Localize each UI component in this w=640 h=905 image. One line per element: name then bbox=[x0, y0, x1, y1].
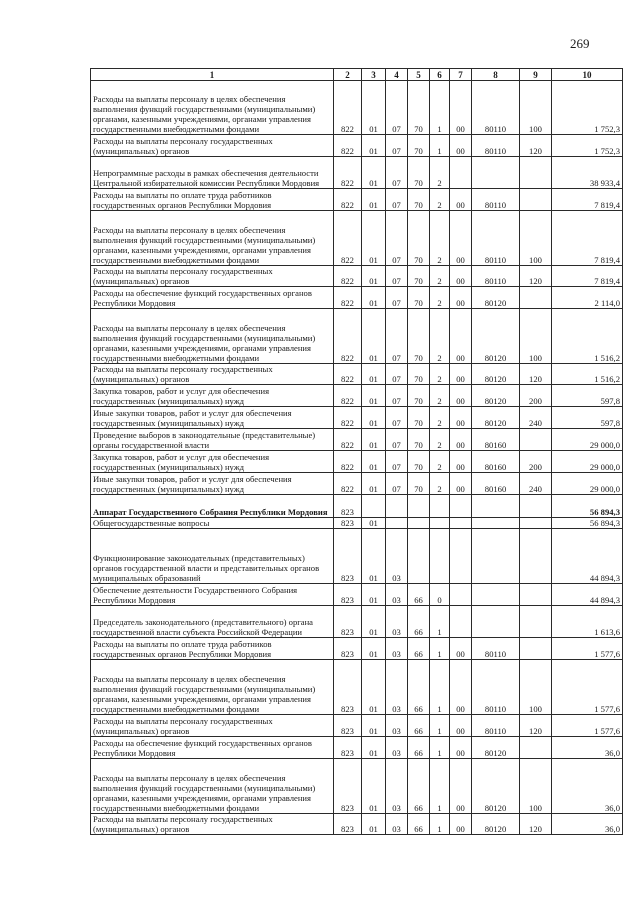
program-code-cell: 70 bbox=[408, 309, 430, 364]
event-code-cell: 00 bbox=[450, 266, 472, 287]
header-cell: 5 bbox=[408, 69, 430, 81]
expense-type-cell bbox=[520, 189, 552, 211]
subprogram-code-cell: 2 bbox=[430, 189, 450, 211]
ministry-code-cell: 823 bbox=[334, 518, 362, 529]
table-row bbox=[91, 715, 623, 737]
subsection-code-cell bbox=[386, 518, 408, 529]
section-code-cell: 01 bbox=[362, 407, 386, 429]
expense-type-cell bbox=[520, 529, 552, 584]
table-row bbox=[91, 495, 623, 518]
subprogram-code-cell: 1 bbox=[430, 814, 450, 835]
amount-cell: 44 894,3 bbox=[552, 584, 623, 606]
direction-code-cell: 80120 bbox=[472, 407, 520, 429]
item-name-cell: Расходы на выплаты персоналу в целях обеспечения выполнения функций государственными (муниципальными) органами, казенными учреждениями, органами управления государственными внебюджетными фондами bbox=[91, 211, 334, 266]
table-row bbox=[91, 309, 623, 364]
ministry-code-cell: 823 bbox=[334, 660, 362, 715]
section-code-cell: 01 bbox=[362, 814, 386, 835]
section-code-cell bbox=[362, 495, 386, 518]
subprogram-code-cell: 1 bbox=[430, 715, 450, 737]
section-code-cell: 01 bbox=[362, 189, 386, 211]
subsection-code-cell: 03 bbox=[386, 759, 408, 814]
event-code-cell: 00 bbox=[450, 407, 472, 429]
direction-code-cell: 80120 bbox=[472, 385, 520, 407]
subsection-code-cell: 07 bbox=[386, 385, 408, 407]
ministry-code-cell: 823 bbox=[334, 584, 362, 606]
event-code-cell bbox=[450, 495, 472, 518]
item-name-cell: Расходы на обеспечение функций государственных органов Республики Мордовия bbox=[91, 737, 334, 759]
expense-type-cell bbox=[520, 429, 552, 451]
expense-type-cell: 200 bbox=[520, 451, 552, 473]
expense-type-cell bbox=[520, 638, 552, 660]
section-code-cell: 01 bbox=[362, 135, 386, 157]
expense-type-cell bbox=[520, 157, 552, 189]
item-name-cell: Расходы на выплаты персоналу государственных (муниципальных) органов bbox=[91, 266, 334, 287]
subprogram-code-cell: 2 bbox=[430, 385, 450, 407]
ministry-code-cell: 823 bbox=[334, 759, 362, 814]
subprogram-code-cell: 2 bbox=[430, 451, 450, 473]
expense-type-cell bbox=[520, 518, 552, 529]
expense-type-cell: 120 bbox=[520, 814, 552, 835]
subprogram-code-cell bbox=[430, 495, 450, 518]
header-cell: 9 bbox=[520, 69, 552, 81]
ministry-code-cell: 822 bbox=[334, 451, 362, 473]
subprogram-code-cell: 0 bbox=[430, 584, 450, 606]
subsection-code-cell: 03 bbox=[386, 606, 408, 638]
direction-code-cell bbox=[472, 495, 520, 518]
item-name-cell: Расходы на выплаты персоналу государственных (муниципальных) органов bbox=[91, 814, 334, 835]
section-code-cell: 01 bbox=[362, 737, 386, 759]
section-code-cell: 01 bbox=[362, 81, 386, 135]
expense-type-cell: 100 bbox=[520, 81, 552, 135]
ministry-code-cell: 822 bbox=[334, 81, 362, 135]
direction-code-cell bbox=[472, 606, 520, 638]
direction-code-cell: 80160 bbox=[472, 429, 520, 451]
table-row bbox=[91, 529, 623, 584]
subsection-code-cell: 03 bbox=[386, 638, 408, 660]
event-code-cell: 00 bbox=[450, 364, 472, 385]
header-cell: 3 bbox=[362, 69, 386, 81]
item-name-cell: Закупка товаров, работ и услуг для обеспечения государственных (муниципальных) нужд bbox=[91, 385, 334, 407]
table-row bbox=[91, 584, 623, 606]
item-name-cell: Иные закупки товаров, работ и услуг для обеспечения государственных (муниципальных) нужд bbox=[91, 407, 334, 429]
program-code-cell: 66 bbox=[408, 584, 430, 606]
table-row bbox=[91, 429, 623, 451]
ministry-code-cell: 822 bbox=[334, 364, 362, 385]
section-code-cell: 01 bbox=[362, 385, 386, 407]
amount-cell: 38 933,4 bbox=[552, 157, 623, 189]
subprogram-code-cell: 2 bbox=[430, 266, 450, 287]
subsection-code-cell: 07 bbox=[386, 157, 408, 189]
table-row bbox=[91, 266, 623, 287]
table-row bbox=[91, 385, 623, 407]
ministry-code-cell: 823 bbox=[334, 495, 362, 518]
subsection-code-cell: 03 bbox=[386, 737, 408, 759]
event-code-cell: 00 bbox=[450, 451, 472, 473]
subsection-code-cell: 07 bbox=[386, 309, 408, 364]
ministry-code-cell: 822 bbox=[334, 135, 362, 157]
direction-code-cell: 80110 bbox=[472, 189, 520, 211]
table-header-row bbox=[91, 69, 623, 81]
expense-type-cell: 100 bbox=[520, 759, 552, 814]
event-code-cell: 00 bbox=[450, 638, 472, 660]
direction-code-cell: 80110 bbox=[472, 81, 520, 135]
program-code-cell: 70 bbox=[408, 266, 430, 287]
program-code-cell: 70 bbox=[408, 451, 430, 473]
amount-cell: 36,0 bbox=[552, 759, 623, 814]
table-row bbox=[91, 135, 623, 157]
subsection-code-cell: 03 bbox=[386, 529, 408, 584]
amount-cell: 29 000,0 bbox=[552, 429, 623, 451]
direction-code-cell bbox=[472, 584, 520, 606]
program-code-cell: 70 bbox=[408, 211, 430, 266]
item-name-cell: Обеспечение деятельности Государственного Собрания Республики Мордовия bbox=[91, 584, 334, 606]
ministry-code-cell: 822 bbox=[334, 266, 362, 287]
subsection-code-cell: 03 bbox=[386, 715, 408, 737]
subprogram-code-cell bbox=[430, 529, 450, 584]
direction-code-cell: 80160 bbox=[472, 473, 520, 495]
direction-code-cell: 80120 bbox=[472, 814, 520, 835]
table-body bbox=[91, 81, 623, 835]
amount-cell: 1 613,6 bbox=[552, 606, 623, 638]
program-code-cell: 66 bbox=[408, 715, 430, 737]
header-cell: 8 bbox=[472, 69, 520, 81]
program-code-cell bbox=[408, 495, 430, 518]
header-cell: 4 bbox=[386, 69, 408, 81]
expense-type-cell: 200 bbox=[520, 385, 552, 407]
section-code-cell: 01 bbox=[362, 429, 386, 451]
subprogram-code-cell: 2 bbox=[430, 287, 450, 309]
ministry-code-cell: 822 bbox=[334, 211, 362, 266]
subsection-code-cell: 03 bbox=[386, 660, 408, 715]
subprogram-code-cell: 2 bbox=[430, 157, 450, 189]
amount-cell: 2 114,0 bbox=[552, 287, 623, 309]
program-code-cell: 66 bbox=[408, 660, 430, 715]
header-cell: 2 bbox=[334, 69, 362, 81]
section-code-cell: 01 bbox=[362, 529, 386, 584]
amount-cell: 7 819,4 bbox=[552, 211, 623, 266]
ministry-code-cell: 823 bbox=[334, 638, 362, 660]
subprogram-code-cell: 1 bbox=[430, 737, 450, 759]
event-code-cell bbox=[450, 518, 472, 529]
amount-cell: 7 819,4 bbox=[552, 189, 623, 211]
section-code-cell: 01 bbox=[362, 473, 386, 495]
program-code-cell: 70 bbox=[408, 81, 430, 135]
item-name-cell: Общегосударственные вопросы bbox=[91, 518, 334, 529]
direction-code-cell: 80120 bbox=[472, 287, 520, 309]
subprogram-code-cell: 1 bbox=[430, 81, 450, 135]
section-code-cell: 01 bbox=[362, 211, 386, 266]
ministry-code-cell: 823 bbox=[334, 529, 362, 584]
ministry-code-cell: 822 bbox=[334, 309, 362, 364]
item-name-cell: Иные закупки товаров, работ и услуг для обеспечения государственных (муниципальных) нужд bbox=[91, 473, 334, 495]
amount-cell: 597,8 bbox=[552, 407, 623, 429]
amount-cell: 56 894,3 bbox=[552, 495, 623, 518]
direction-code-cell: 80110 bbox=[472, 715, 520, 737]
subsection-code-cell: 07 bbox=[386, 364, 408, 385]
subprogram-code-cell: 2 bbox=[430, 211, 450, 266]
event-code-cell: 00 bbox=[450, 737, 472, 759]
ministry-code-cell: 822 bbox=[334, 429, 362, 451]
program-code-cell: 70 bbox=[408, 287, 430, 309]
item-name-cell: Проведение выборов в законодательные (представительные) органы государственной власти bbox=[91, 429, 334, 451]
subsection-code-cell: 07 bbox=[386, 429, 408, 451]
direction-code-cell: 80160 bbox=[472, 451, 520, 473]
table-row bbox=[91, 81, 623, 135]
direction-code-cell: 80120 bbox=[472, 759, 520, 814]
amount-cell: 1 577,6 bbox=[552, 660, 623, 715]
amount-cell: 1 577,6 bbox=[552, 715, 623, 737]
direction-code-cell: 80110 bbox=[472, 660, 520, 715]
subsection-code-cell: 07 bbox=[386, 287, 408, 309]
budget-table bbox=[90, 68, 623, 835]
table-row bbox=[91, 473, 623, 495]
event-code-cell: 00 bbox=[450, 759, 472, 814]
item-name-cell: Закупка товаров, работ и услуг для обеспечения государственных (муниципальных) нужд bbox=[91, 451, 334, 473]
section-code-cell: 01 bbox=[362, 518, 386, 529]
table-row bbox=[91, 407, 623, 429]
ministry-code-cell: 822 bbox=[334, 407, 362, 429]
direction-code-cell: 80110 bbox=[472, 266, 520, 287]
subsection-code-cell: 07 bbox=[386, 451, 408, 473]
expense-type-cell: 120 bbox=[520, 266, 552, 287]
direction-code-cell: 80110 bbox=[472, 638, 520, 660]
program-code-cell: 66 bbox=[408, 638, 430, 660]
event-code-cell bbox=[450, 606, 472, 638]
subprogram-code-cell: 1 bbox=[430, 606, 450, 638]
amount-cell: 1 752,3 bbox=[552, 81, 623, 135]
subsection-code-cell: 07 bbox=[386, 81, 408, 135]
table-row bbox=[91, 660, 623, 715]
item-name-cell: Аппарат Государственного Собрания Республики Мордовия bbox=[91, 495, 334, 518]
amount-cell: 44 894,3 bbox=[552, 529, 623, 584]
item-name-cell: Расходы на выплаты персоналу государственных (муниципальных) органов bbox=[91, 135, 334, 157]
ministry-code-cell: 822 bbox=[334, 189, 362, 211]
event-code-cell bbox=[450, 584, 472, 606]
program-code-cell: 70 bbox=[408, 364, 430, 385]
subprogram-code-cell: 2 bbox=[430, 407, 450, 429]
section-code-cell: 01 bbox=[362, 309, 386, 364]
direction-code-cell: 80110 bbox=[472, 135, 520, 157]
program-code-cell: 66 bbox=[408, 606, 430, 638]
event-code-cell: 00 bbox=[450, 211, 472, 266]
section-code-cell: 01 bbox=[362, 364, 386, 385]
section-code-cell: 01 bbox=[362, 606, 386, 638]
section-code-cell: 01 bbox=[362, 638, 386, 660]
subprogram-code-cell: 2 bbox=[430, 364, 450, 385]
header-cell: 7 bbox=[450, 69, 472, 81]
subsection-code-cell: 03 bbox=[386, 814, 408, 835]
item-name-cell: Непрограммные расходы в рамках обеспечения деятельности Центральной избирательной комиссии Республики Мордовия bbox=[91, 157, 334, 189]
ministry-code-cell: 822 bbox=[334, 385, 362, 407]
expense-type-cell: 120 bbox=[520, 715, 552, 737]
event-code-cell: 00 bbox=[450, 660, 472, 715]
section-code-cell: 01 bbox=[362, 287, 386, 309]
event-code-cell bbox=[450, 157, 472, 189]
direction-code-cell: 80120 bbox=[472, 737, 520, 759]
event-code-cell: 00 bbox=[450, 287, 472, 309]
direction-code-cell bbox=[472, 157, 520, 189]
expense-type-cell bbox=[520, 737, 552, 759]
item-name-cell: Расходы на выплаты по оплате труда работников государственных органов Республики Мордовия bbox=[91, 189, 334, 211]
expense-type-cell: 240 bbox=[520, 473, 552, 495]
amount-cell: 1 752,3 bbox=[552, 135, 623, 157]
table-row bbox=[91, 287, 623, 309]
subsection-code-cell: 07 bbox=[386, 473, 408, 495]
item-name-cell: Расходы на выплаты персоналу государственных (муниципальных) органов bbox=[91, 364, 334, 385]
ministry-code-cell: 823 bbox=[334, 737, 362, 759]
table-row bbox=[91, 737, 623, 759]
subprogram-code-cell: 2 bbox=[430, 473, 450, 495]
item-name-cell: Расходы на выплаты персоналу государственных (муниципальных) органов bbox=[91, 715, 334, 737]
direction-code-cell: 80120 bbox=[472, 364, 520, 385]
amount-cell: 56 894,3 bbox=[552, 518, 623, 529]
ministry-code-cell: 822 bbox=[334, 157, 362, 189]
program-code-cell: 70 bbox=[408, 157, 430, 189]
item-name-cell: Расходы на выплаты персоналу в целях обеспечения выполнения функций государственными (муниципальными) органами, казенными учреждениями, органами управления государственными внебюджетными фондами bbox=[91, 81, 334, 135]
expense-type-cell: 240 bbox=[520, 407, 552, 429]
event-code-cell: 00 bbox=[450, 135, 472, 157]
subprogram-code-cell: 1 bbox=[430, 660, 450, 715]
ministry-code-cell: 823 bbox=[334, 606, 362, 638]
item-name-cell: Расходы на выплаты персоналу в целях обеспечения выполнения функций государственными (муниципальными) органами, казенными учреждениями, органами управления государственными внебюджетными фондами bbox=[91, 759, 334, 814]
table-row bbox=[91, 638, 623, 660]
table-row bbox=[91, 211, 623, 266]
table-row bbox=[91, 157, 623, 189]
program-code-cell: 70 bbox=[408, 473, 430, 495]
expense-type-cell bbox=[520, 584, 552, 606]
table-row bbox=[91, 189, 623, 211]
event-code-cell bbox=[450, 529, 472, 584]
header-cell: 10 bbox=[552, 69, 623, 81]
subprogram-code-cell: 1 bbox=[430, 135, 450, 157]
ministry-code-cell: 823 bbox=[334, 814, 362, 835]
item-name-cell: Председатель законодательного (представительного) органа государственной власти субъекта Российской Федерации bbox=[91, 606, 334, 638]
header-cell: 1 bbox=[91, 69, 334, 81]
event-code-cell: 00 bbox=[450, 189, 472, 211]
item-name-cell: Функционирование законодательных (представительных) органов государственной власти и представительных органов муниципальных образований bbox=[91, 529, 334, 584]
amount-cell: 7 819,4 bbox=[552, 266, 623, 287]
event-code-cell: 00 bbox=[450, 715, 472, 737]
item-name-cell: Расходы на выплаты по оплате труда работников государственных органов Республики Мордовия bbox=[91, 638, 334, 660]
subsection-code-cell: 07 bbox=[386, 211, 408, 266]
page-number: 269 bbox=[570, 36, 590, 51]
table-row bbox=[91, 451, 623, 473]
event-code-cell: 00 bbox=[450, 81, 472, 135]
section-code-cell: 01 bbox=[362, 157, 386, 189]
subsection-code-cell: 07 bbox=[386, 135, 408, 157]
subprogram-code-cell: 2 bbox=[430, 309, 450, 364]
program-code-cell: 70 bbox=[408, 407, 430, 429]
section-code-cell: 01 bbox=[362, 660, 386, 715]
direction-code-cell: 80110 bbox=[472, 211, 520, 266]
ministry-code-cell: 822 bbox=[334, 473, 362, 495]
program-code-cell bbox=[408, 518, 430, 529]
section-code-cell: 01 bbox=[362, 584, 386, 606]
subprogram-code-cell: 1 bbox=[430, 638, 450, 660]
expense-type-cell bbox=[520, 495, 552, 518]
ministry-code-cell: 823 bbox=[334, 715, 362, 737]
ministry-code-cell: 822 bbox=[334, 287, 362, 309]
section-code-cell: 01 bbox=[362, 266, 386, 287]
program-code-cell: 66 bbox=[408, 759, 430, 814]
program-code-cell: 70 bbox=[408, 135, 430, 157]
amount-cell: 36,0 bbox=[552, 737, 623, 759]
header-cell: 6 bbox=[430, 69, 450, 81]
direction-code-cell bbox=[472, 518, 520, 529]
subprogram-code-cell bbox=[430, 518, 450, 529]
subsection-code-cell: 07 bbox=[386, 266, 408, 287]
subprogram-code-cell: 1 bbox=[430, 759, 450, 814]
program-code-cell: 70 bbox=[408, 189, 430, 211]
subsection-code-cell: 07 bbox=[386, 189, 408, 211]
event-code-cell: 00 bbox=[450, 385, 472, 407]
amount-cell: 29 000,0 bbox=[552, 451, 623, 473]
item-name-cell: Расходы на выплаты персоналу в целях обеспечения выполнения функций государственными (муниципальными) органами, казенными учреждениями, органами управления государственными внебюджетными фондами bbox=[91, 309, 334, 364]
amount-cell: 1 516,2 bbox=[552, 309, 623, 364]
table-row bbox=[91, 518, 623, 529]
event-code-cell: 00 bbox=[450, 309, 472, 364]
program-code-cell: 70 bbox=[408, 429, 430, 451]
amount-cell: 1 577,6 bbox=[552, 638, 623, 660]
table-row bbox=[91, 364, 623, 385]
program-code-cell: 66 bbox=[408, 737, 430, 759]
amount-cell: 597,8 bbox=[552, 385, 623, 407]
table-row bbox=[91, 759, 623, 814]
table-row bbox=[91, 814, 623, 835]
program-code-cell: 70 bbox=[408, 385, 430, 407]
event-code-cell: 00 bbox=[450, 814, 472, 835]
section-code-cell: 01 bbox=[362, 451, 386, 473]
subsection-code-cell: 07 bbox=[386, 407, 408, 429]
direction-code-cell: 80120 bbox=[472, 309, 520, 364]
expense-type-cell: 100 bbox=[520, 211, 552, 266]
expense-type-cell: 120 bbox=[520, 135, 552, 157]
direction-code-cell bbox=[472, 529, 520, 584]
amount-cell: 29 000,0 bbox=[552, 473, 623, 495]
program-code-cell bbox=[408, 529, 430, 584]
expense-type-cell: 120 bbox=[520, 364, 552, 385]
subsection-code-cell: 03 bbox=[386, 584, 408, 606]
expense-type-cell bbox=[520, 606, 552, 638]
amount-cell: 1 516,2 bbox=[552, 364, 623, 385]
event-code-cell: 00 bbox=[450, 473, 472, 495]
expense-type-cell: 100 bbox=[520, 660, 552, 715]
subprogram-code-cell: 2 bbox=[430, 429, 450, 451]
program-code-cell: 66 bbox=[408, 814, 430, 835]
section-code-cell: 01 bbox=[362, 715, 386, 737]
expense-type-cell bbox=[520, 287, 552, 309]
section-code-cell: 01 bbox=[362, 759, 386, 814]
subsection-code-cell bbox=[386, 495, 408, 518]
item-name-cell: Расходы на выплаты персоналу в целях обеспечения выполнения функций государственными (муниципальными) органами, казенными учреждениями, органами управления государственными внебюджетными фондами bbox=[91, 660, 334, 715]
item-name-cell: Расходы на обеспечение функций государственных органов Республики Мордовия bbox=[91, 287, 334, 309]
amount-cell: 36,0 bbox=[552, 814, 623, 835]
event-code-cell: 00 bbox=[450, 429, 472, 451]
table-row bbox=[91, 606, 623, 638]
expense-type-cell: 100 bbox=[520, 309, 552, 364]
